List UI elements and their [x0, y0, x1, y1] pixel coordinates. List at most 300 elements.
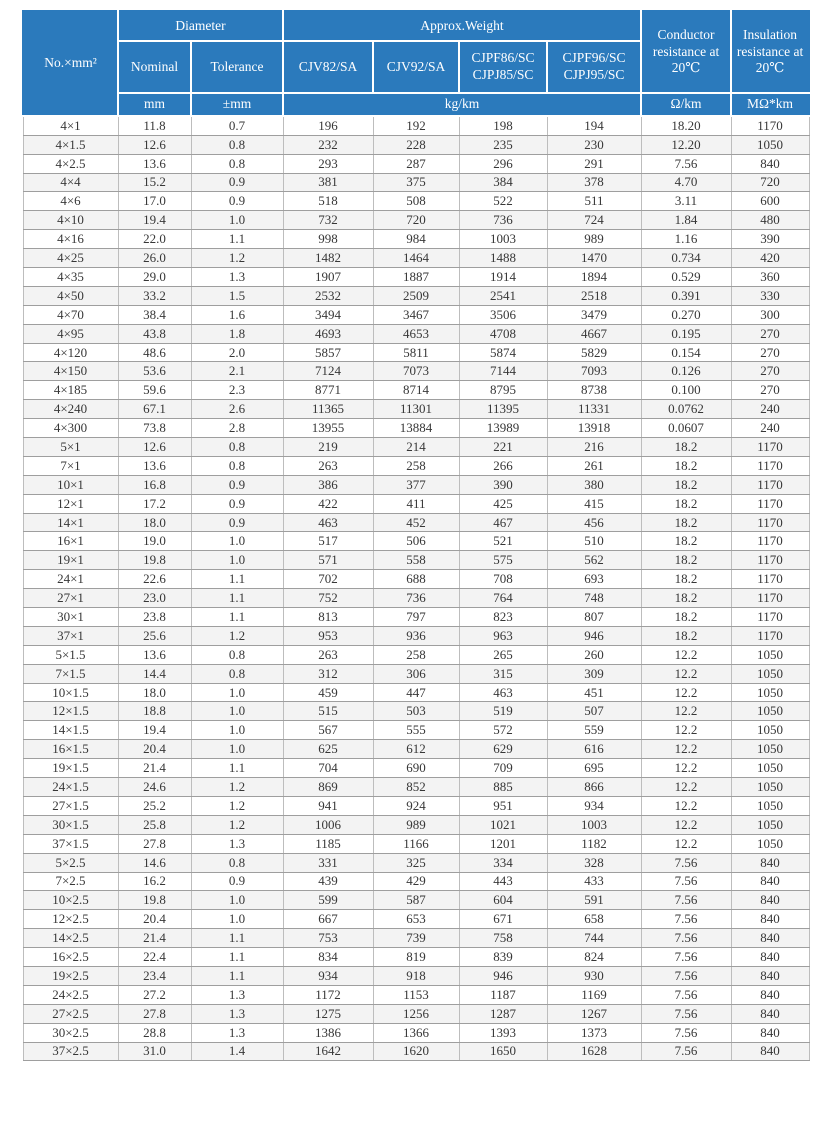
table-row [23, 324, 809, 343]
row-label-cell: 4×1 [23, 116, 118, 135]
value-cell: 1050 [731, 135, 809, 154]
value-cell: 22.0 [118, 230, 191, 249]
cable-spec-table [22, 10, 810, 1061]
value-cell: 1287 [459, 1004, 547, 1023]
value-cell: 688 [373, 570, 459, 589]
value-cell: 1050 [731, 834, 809, 853]
unit-ohm-km: Ω/km [641, 93, 731, 116]
value-cell: 12.2 [641, 721, 731, 740]
value-cell: 291 [547, 154, 641, 173]
value-cell: 1.2 [191, 249, 283, 268]
value-cell: 228 [373, 135, 459, 154]
value-cell: 839 [459, 948, 547, 967]
value-cell: 0.9 [191, 192, 283, 211]
value-cell: 1.0 [191, 721, 283, 740]
row-label-cell: 14×1 [23, 513, 118, 532]
table-row [23, 286, 809, 305]
value-cell: 13.6 [118, 645, 191, 664]
value-cell: 562 [547, 551, 641, 570]
value-cell: 13884 [373, 419, 459, 438]
row-label-cell: 14×1.5 [23, 721, 118, 740]
value-cell: 1.1 [191, 929, 283, 948]
value-cell: 813 [283, 608, 373, 627]
value-cell: 19.0 [118, 532, 191, 551]
value-cell: 270 [731, 381, 809, 400]
value-cell: 522 [459, 192, 547, 211]
value-cell: 1.2 [191, 778, 283, 797]
value-cell: 1153 [373, 985, 459, 1004]
value-cell: 1470 [547, 249, 641, 268]
value-cell: 13.6 [118, 456, 191, 475]
row-label-cell: 4×50 [23, 286, 118, 305]
value-cell: 198 [459, 116, 547, 135]
value-cell: 7.56 [641, 910, 731, 929]
value-cell: 11301 [373, 400, 459, 419]
value-cell: 375 [373, 173, 459, 192]
value-cell: 48.6 [118, 343, 191, 362]
value-cell: 73.8 [118, 419, 191, 438]
value-cell: 1170 [731, 116, 809, 135]
value-cell: 3467 [373, 305, 459, 324]
value-cell: 2518 [547, 286, 641, 305]
value-cell: 0.8 [191, 154, 283, 173]
value-cell: 23.4 [118, 966, 191, 985]
value-cell: 25.6 [118, 626, 191, 645]
row-label-cell: 4×6 [23, 192, 118, 211]
column-header-nominal: Nominal [118, 41, 191, 93]
value-cell: 420 [731, 249, 809, 268]
unit-megaohm-km: MΩ*km [731, 93, 809, 116]
value-cell: 0.9 [191, 173, 283, 192]
value-cell: 7.56 [641, 948, 731, 967]
table-row [23, 589, 809, 608]
value-cell: 1170 [731, 513, 809, 532]
value-cell: 19.8 [118, 551, 191, 570]
value-cell: 1464 [373, 249, 459, 268]
value-cell: 604 [459, 891, 547, 910]
row-label-cell: 4×4 [23, 173, 118, 192]
value-cell: 587 [373, 891, 459, 910]
value-cell: 1.84 [641, 211, 731, 230]
value-cell: 266 [459, 456, 547, 475]
value-cell: 515 [283, 702, 373, 721]
value-cell: 19.4 [118, 211, 191, 230]
value-cell: 23.0 [118, 589, 191, 608]
value-cell: 21.4 [118, 929, 191, 948]
value-cell: 946 [459, 966, 547, 985]
value-cell: 31.0 [118, 1042, 191, 1061]
value-cell: 989 [373, 815, 459, 834]
value-cell: 12.6 [118, 135, 191, 154]
value-cell: 33.2 [118, 286, 191, 305]
value-cell: 18.2 [641, 532, 731, 551]
value-cell: 885 [459, 778, 547, 797]
value-cell: 1907 [283, 268, 373, 287]
table-header [23, 11, 809, 116]
value-cell: 18.2 [641, 626, 731, 645]
value-cell: 1.3 [191, 834, 283, 853]
row-label-cell: 12×1.5 [23, 702, 118, 721]
value-cell: 18.0 [118, 683, 191, 702]
value-cell: 575 [459, 551, 547, 570]
value-cell: 709 [459, 759, 547, 778]
value-cell: 7.56 [641, 872, 731, 891]
value-cell: 748 [547, 589, 641, 608]
column-header-cjv82-sa: CJV82/SA [283, 41, 373, 93]
value-cell: 724 [547, 211, 641, 230]
row-label-cell: 4×95 [23, 324, 118, 343]
value-cell: 194 [547, 116, 641, 135]
value-cell: 824 [547, 948, 641, 967]
value-cell: 3506 [459, 305, 547, 324]
value-cell: 433 [547, 872, 641, 891]
table-row [23, 381, 809, 400]
value-cell: 240 [731, 419, 809, 438]
value-cell: 2509 [373, 286, 459, 305]
value-cell: 13.6 [118, 154, 191, 173]
column-header-no-mm2: No.×mm² [23, 11, 118, 116]
value-cell: 2.3 [191, 381, 283, 400]
value-cell: 0.391 [641, 286, 731, 305]
value-cell: 21.4 [118, 759, 191, 778]
row-label-cell: 19×2.5 [23, 966, 118, 985]
value-cell: 695 [547, 759, 641, 778]
row-label-cell: 7×1.5 [23, 664, 118, 683]
value-cell: 1.0 [191, 740, 283, 759]
value-cell: 18.2 [641, 475, 731, 494]
value-cell: 300 [731, 305, 809, 324]
value-cell: 12.2 [641, 815, 731, 834]
value-cell: 1.1 [191, 759, 283, 778]
value-cell: 25.2 [118, 796, 191, 815]
table-row [23, 645, 809, 664]
value-cell: 16.2 [118, 872, 191, 891]
value-cell: 4708 [459, 324, 547, 343]
value-cell: 43.8 [118, 324, 191, 343]
value-cell: 7.56 [641, 1042, 731, 1061]
table-row [23, 513, 809, 532]
value-cell: 258 [373, 645, 459, 664]
value-cell: 67.1 [118, 400, 191, 419]
value-cell: 309 [547, 664, 641, 683]
value-cell: 0.8 [191, 664, 283, 683]
value-cell: 934 [283, 966, 373, 985]
value-cell: 1620 [373, 1042, 459, 1061]
value-cell: 59.6 [118, 381, 191, 400]
value-cell: 840 [731, 853, 809, 872]
value-cell: 467 [459, 513, 547, 532]
value-cell: 14.4 [118, 664, 191, 683]
value-cell: 330 [731, 286, 809, 305]
value-cell: 7.56 [641, 1004, 731, 1023]
value-cell: 690 [373, 759, 459, 778]
value-cell: 12.20 [641, 135, 731, 154]
value-cell: 18.2 [641, 570, 731, 589]
row-label-cell: 16×1.5 [23, 740, 118, 759]
row-label-cell: 4×10 [23, 211, 118, 230]
value-cell: 567 [283, 721, 373, 740]
value-cell: 260 [547, 645, 641, 664]
table-row [23, 1023, 809, 1042]
table-row [23, 1042, 809, 1061]
value-cell: 1.0 [191, 702, 283, 721]
row-label-cell: 30×1.5 [23, 815, 118, 834]
value-cell: 20.4 [118, 910, 191, 929]
value-cell: 1.3 [191, 1023, 283, 1042]
column-header-tolerance: Tolerance [191, 41, 283, 93]
value-cell: 27.8 [118, 834, 191, 853]
value-cell: 1170 [731, 532, 809, 551]
value-cell: 1169 [547, 985, 641, 1004]
value-cell: 1393 [459, 1023, 547, 1042]
value-cell: 941 [283, 796, 373, 815]
value-cell: 11.8 [118, 116, 191, 135]
value-cell: 7124 [283, 362, 373, 381]
value-cell: 8738 [547, 381, 641, 400]
value-cell: 263 [283, 456, 373, 475]
value-cell: 219 [283, 438, 373, 457]
value-cell: 866 [547, 778, 641, 797]
row-label-cell: 4×2.5 [23, 154, 118, 173]
table-row [23, 834, 809, 853]
value-cell: 736 [459, 211, 547, 230]
value-cell: 270 [731, 362, 809, 381]
value-cell: 1.2 [191, 796, 283, 815]
table-body [23, 116, 809, 1061]
value-cell: 1.1 [191, 608, 283, 627]
value-cell: 953 [283, 626, 373, 645]
value-cell: 1650 [459, 1042, 547, 1061]
value-cell: 1488 [459, 249, 547, 268]
value-cell: 1.4 [191, 1042, 283, 1061]
value-cell: 386 [283, 475, 373, 494]
value-cell: 591 [547, 891, 641, 910]
value-cell: 752 [283, 589, 373, 608]
value-cell: 1170 [731, 589, 809, 608]
value-cell: 704 [283, 759, 373, 778]
value-cell: 702 [283, 570, 373, 589]
value-cell: 11365 [283, 400, 373, 419]
value-cell: 4.70 [641, 173, 731, 192]
table-row [23, 664, 809, 683]
row-label-cell: 10×1 [23, 475, 118, 494]
value-cell: 517 [283, 532, 373, 551]
table-row [23, 815, 809, 834]
value-cell: 1021 [459, 815, 547, 834]
row-label-cell: 14×2.5 [23, 929, 118, 948]
row-label-cell: 16×1 [23, 532, 118, 551]
value-cell: 521 [459, 532, 547, 551]
value-cell: 559 [547, 721, 641, 740]
row-label-cell: 5×2.5 [23, 853, 118, 872]
value-cell: 232 [283, 135, 373, 154]
value-cell: 2.1 [191, 362, 283, 381]
value-cell: 1050 [731, 683, 809, 702]
value-cell: 840 [731, 1004, 809, 1023]
table-row [23, 343, 809, 362]
value-cell: 1170 [731, 608, 809, 627]
value-cell: 235 [459, 135, 547, 154]
value-cell: 4667 [547, 324, 641, 343]
row-label-cell: 30×2.5 [23, 1023, 118, 1042]
value-cell: 840 [731, 948, 809, 967]
value-cell: 744 [547, 929, 641, 948]
value-cell: 963 [459, 626, 547, 645]
table-row [23, 910, 809, 929]
value-cell: 1187 [459, 985, 547, 1004]
row-label-cell: 4×185 [23, 381, 118, 400]
table-row [23, 872, 809, 891]
column-header-cjpf96-sc: CJPF96/SC CJPJ95/SC [547, 41, 641, 93]
table-row [23, 740, 809, 759]
value-cell: 739 [373, 929, 459, 948]
value-cell: 671 [459, 910, 547, 929]
value-cell: 452 [373, 513, 459, 532]
value-cell: 13918 [547, 419, 641, 438]
value-cell: 5811 [373, 343, 459, 362]
table-row [23, 154, 809, 173]
row-label-cell: 12×1 [23, 494, 118, 513]
value-cell: 411 [373, 494, 459, 513]
row-label-cell: 30×1 [23, 608, 118, 627]
table-row [23, 778, 809, 797]
value-cell: 1.1 [191, 948, 283, 967]
value-cell: 3494 [283, 305, 373, 324]
value-cell: 24.6 [118, 778, 191, 797]
table-row [23, 948, 809, 967]
value-cell: 946 [547, 626, 641, 645]
value-cell: 1366 [373, 1023, 459, 1042]
value-cell: 599 [283, 891, 373, 910]
value-cell: 1170 [731, 475, 809, 494]
value-cell: 732 [283, 211, 373, 230]
value-cell: 753 [283, 929, 373, 948]
value-cell: 240 [731, 400, 809, 419]
value-cell: 7.56 [641, 985, 731, 1004]
row-label-cell: 37×1.5 [23, 834, 118, 853]
row-label-cell: 19×1.5 [23, 759, 118, 778]
value-cell: 214 [373, 438, 459, 457]
value-cell: 0.9 [191, 475, 283, 494]
value-cell: 0.100 [641, 381, 731, 400]
value-cell: 1172 [283, 985, 373, 1004]
value-cell: 834 [283, 948, 373, 967]
value-cell: 459 [283, 683, 373, 702]
column-header-cjpf86-sc: CJPF86/SC CJPJ85/SC [459, 41, 547, 93]
value-cell: 819 [373, 948, 459, 967]
value-cell: 736 [373, 589, 459, 608]
value-cell: 8771 [283, 381, 373, 400]
value-cell: 0.154 [641, 343, 731, 362]
value-cell: 1894 [547, 268, 641, 287]
value-cell: 443 [459, 872, 547, 891]
value-cell: 26.0 [118, 249, 191, 268]
value-cell: 258 [373, 456, 459, 475]
value-cell: 508 [373, 192, 459, 211]
value-cell: 463 [459, 683, 547, 702]
value-cell: 1050 [731, 796, 809, 815]
table-row [23, 702, 809, 721]
value-cell: 1.2 [191, 815, 283, 834]
value-cell: 315 [459, 664, 547, 683]
row-label-cell: 37×1 [23, 626, 118, 645]
value-cell: 930 [547, 966, 641, 985]
row-label-cell: 4×35 [23, 268, 118, 287]
table-row [23, 683, 809, 702]
value-cell: 7.56 [641, 891, 731, 910]
table-row [23, 230, 809, 249]
unit-mm: mm [118, 93, 191, 116]
value-cell: 12.2 [641, 834, 731, 853]
row-label-cell: 4×16 [23, 230, 118, 249]
value-cell: 18.2 [641, 456, 731, 475]
value-cell: 1050 [731, 740, 809, 759]
value-cell: 19.8 [118, 891, 191, 910]
value-cell: 2.6 [191, 400, 283, 419]
value-cell: 951 [459, 796, 547, 815]
value-cell: 0.9 [191, 494, 283, 513]
value-cell: 1170 [731, 626, 809, 645]
value-cell: 571 [283, 551, 373, 570]
row-label-cell: 5×1.5 [23, 645, 118, 664]
value-cell: 1373 [547, 1023, 641, 1042]
value-cell: 18.2 [641, 438, 731, 457]
value-cell: 12.2 [641, 759, 731, 778]
value-cell: 1050 [731, 702, 809, 721]
value-cell: 936 [373, 626, 459, 645]
value-cell: 1170 [731, 456, 809, 475]
value-cell: 381 [283, 173, 373, 192]
value-cell: 852 [373, 778, 459, 797]
value-cell: 840 [731, 1023, 809, 1042]
value-cell: 1170 [731, 551, 809, 570]
value-cell: 840 [731, 891, 809, 910]
value-cell: 934 [547, 796, 641, 815]
value-cell: 1050 [731, 664, 809, 683]
value-cell: 693 [547, 570, 641, 589]
value-cell: 1050 [731, 778, 809, 797]
value-cell: 1386 [283, 1023, 373, 1042]
value-cell: 18.2 [641, 608, 731, 627]
value-cell: 377 [373, 475, 459, 494]
value-cell: 0.529 [641, 268, 731, 287]
value-cell: 18.2 [641, 551, 731, 570]
value-cell: 720 [731, 173, 809, 192]
value-cell: 20.4 [118, 740, 191, 759]
row-label-cell: 4×120 [23, 343, 118, 362]
value-cell: 1185 [283, 834, 373, 853]
value-cell: 840 [731, 154, 809, 173]
value-cell: 1628 [547, 1042, 641, 1061]
value-cell: 0.8 [191, 853, 283, 872]
value-cell: 1.3 [191, 1004, 283, 1023]
value-cell: 1.6 [191, 305, 283, 324]
value-cell: 16.8 [118, 475, 191, 494]
value-cell: 984 [373, 230, 459, 249]
column-header-conductor-resistance: Conductor resistance at 20℃ [641, 11, 731, 93]
row-label-cell: 27×1 [23, 589, 118, 608]
row-label-cell: 4×25 [23, 249, 118, 268]
value-cell: 1.0 [191, 910, 283, 929]
value-cell: 629 [459, 740, 547, 759]
value-cell: 840 [731, 966, 809, 985]
value-cell: 1170 [731, 494, 809, 513]
value-cell: 390 [459, 475, 547, 494]
value-cell: 380 [547, 475, 641, 494]
row-label-cell: 7×2.5 [23, 872, 118, 891]
value-cell: 18.20 [641, 116, 731, 135]
value-cell: 439 [283, 872, 373, 891]
